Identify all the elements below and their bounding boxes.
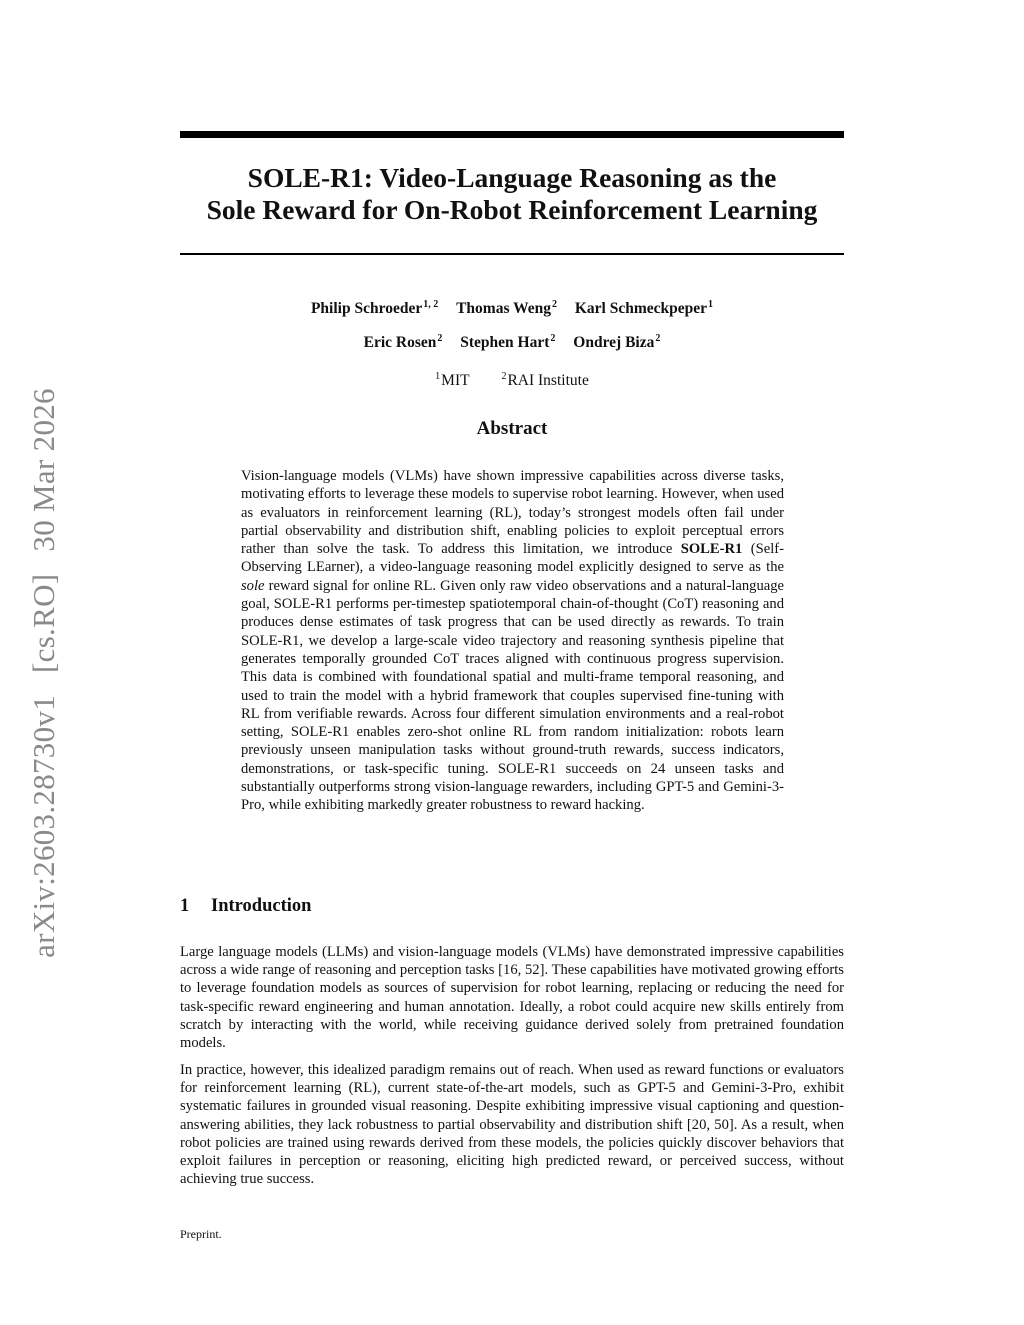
arxiv-side-stamp bbox=[26, 366, 62, 958]
author: Karl Schmeckpeper$^1$ bbox=[574, 299, 714, 317]
section-number: 1 bbox=[180, 896, 190, 916]
abstract-body: Vision-language models (VLMs) have shown impressive capabilities across diverse tasks, motivating efforts to leverage these models to supervise robot learning. However, when used as evaluators in reinforcement learning (RL), today’s strongest models often fail under partial observability and distribution shift, enabling policies to exploit perceptual errors rather than solve the task. To address this limitation, we introduce SOLE-R1 (Self-Observing LEarner), a video-language reasoning model explicitly designed to serve as the sole reward signal for online RL. Given only raw video observations and a natural-language goal, SOLE-R1 performs per-timestep spatiotemporal chain-of-thought (CoT) reasoning and produces dense estimates of task progress that can be used directly as rewards. To train SOLE-R1, we develop a large-scale video trajectory and reasoning synthesis pipeline that generates temporally grounded CoT traces aligned with continuous progress supervision. This data is combined with foundational spatial and multi-frame temporal reasoning, and used to train the model with a hybrid framework that couples supervised fine-tuning with RL from verifiable rewards. Across four different simulation environments and a real-robot setting, SOLE-R1 enables zero-shot online RL from random initialization: robots learn previously unseen manipulation tasks without ground-truth rewards, success indicators, demonstrations, or task-specific tuning. SOLE-R1 succeeds on 24 unseen tasks and substantially outperforms strong vision-language rewarders, including GPT-5 and Gemini-3-Pro, while exhibiting markedly greater robustness to reward hacking. bbox=[241, 468, 784, 814]
intro-paragraph-2: In practice, however, this idealized paradigm remains out of reach. When used as reward functions or evaluators for reinforcement learning (RL), current state-of-the-art models, such as GPT-5 and Gemini-3-Pro, exhibit systematic failures in grounded visual reasoning. Despite exhibiting impressive visual captioning and question-answering abilities, they lack robustness to partial observability and distribution shift [20, 50]. As a result, when robot policies are trained using rewards derived from these models, the policies quickly discover behaviors that exploit failures in perception or reasoning, eliciting high predicted reward, or perceived success, without achieving true success. bbox=[180, 1062, 844, 1188]
author: Stephen Hart$^2$ bbox=[460, 333, 556, 351]
title-rule-top bbox=[180, 131, 844, 138]
affiliation: $^2$RAI Institute bbox=[501, 371, 589, 389]
author: Eric Rosen$^2$ bbox=[363, 333, 443, 351]
author: Thomas Weng$^2$ bbox=[456, 299, 557, 317]
footer-note: Preprint. bbox=[180, 1227, 222, 1241]
title-rule-bottom bbox=[180, 253, 844, 255]
emphasis: sole bbox=[241, 577, 265, 594]
title-line-2: Sole Reward for On-Robot Reinforcement Learning bbox=[206, 194, 818, 225]
arxiv-id: arXiv:2603.28730v1 bbox=[26, 694, 61, 958]
author: Ondrej Biza$^2$ bbox=[573, 333, 661, 351]
title-line-1: SOLE-R1: Video-Language Reasoning as the bbox=[247, 162, 777, 193]
affiliations bbox=[180, 371, 844, 390]
author-row-1 bbox=[180, 299, 844, 318]
paper-title bbox=[180, 162, 844, 226]
intro-paragraph-1: Large language models (LLMs) and vision-language models (VLMs) have demonstrated impressive capabilities across a wide range of reasoning and perception tasks [16, 52]. These capabilities have motivated growing efforts to leverage foundation models as sources of supervision for robot learning, replacing or reducing the need for task-specific reward engineering and human annotation. Ideally, a robot could acquire new skills entirely from scratch by interacting with the world, while receiving guidance derived solely from pretrained foundation models. bbox=[180, 944, 844, 1052]
affiliation: $^1$MIT bbox=[435, 371, 470, 389]
section-title: Introduction bbox=[211, 896, 312, 916]
abstract-heading: Abstract bbox=[476, 418, 548, 439]
arxiv-category: [cs.RO] bbox=[26, 573, 61, 673]
model-name: SOLE-R1 bbox=[680, 541, 743, 558]
arxiv-date: 30 Mar 2026 bbox=[26, 388, 61, 552]
author-row-2 bbox=[180, 333, 844, 352]
author: Philip Schroeder$^{1, 2}$ bbox=[310, 299, 439, 317]
section-heading bbox=[180, 896, 311, 917]
